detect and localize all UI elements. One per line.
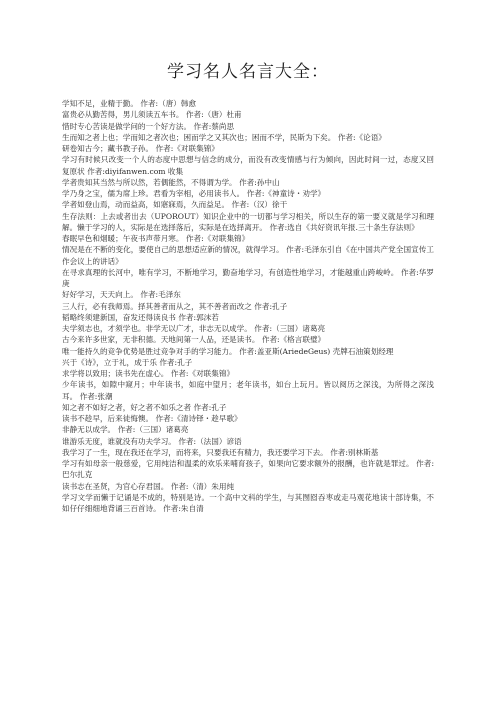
quote-item: 唯一能持久的竞争优势是胜过竞争对手的学习能力。 作者:盖亚斯(AriedeGeus) 壳牌石油策划经理 xyxy=(62,346,394,356)
quote-item: 在寻求真理的长河中，唯有学习，不断地学习，勤奋地学习，有创造性地学习，才能越重山跨峻岭。 作者:华罗庚 xyxy=(62,267,434,288)
quote-item: 生存法则：上去或者出去（UPOROUT）知识企业中的一切都与学习相关，所以生存的第一要义就是学习和理解。懒于学习的人，实际是在选择落后，实际是在选择离开。 作者:选自《共好资讯年报.三十条生存法则》 xyxy=(62,211,434,232)
quote-item: 学习有如母亲一般慈爱，它用纯洁和温柔的欢乐来哺育孩子，如果向它要求额外的报酬，也许就是罪过。 作者:巴尔扎克 xyxy=(62,459,434,480)
quote-item: 学者贵知其当然与所以然，若偶能然，不得谓为学。 作者:孙中山 xyxy=(62,177,280,187)
quote-item: 情况是在不断的变化，要使自己的思想适应新的情况，就得学习。 作者:毛泽东引自《在中国共产党全国宣传工作会议上的讲话》 xyxy=(62,245,434,266)
quote-item: 三人行，必有我师焉。择其善者而从之，其不善者而改之 作者:孔子 xyxy=(62,301,288,311)
quote-item: 谁游乐无度，谁就没有功夫学习。 作者:（法国）谚语 xyxy=(62,436,242,446)
quote-item: 学知不足，业精于勤。 作者:（唐）韩愈 xyxy=(62,99,197,108)
quote-item: 韬略终须建新国，奋发还得读良书 作者:郭沫若 xyxy=(62,312,219,322)
quote-item: 惜时专心苦读是做学问的一个好方法。 作者:蔡尚思 xyxy=(62,121,235,131)
quote-item: 夫学须志也，才须学也。非学无以广才，非志无以成学。 作者:（三国）诸葛亮 xyxy=(62,324,326,333)
quote-item: 生而知之者上也；学而知之者次也；困而学之又其次也；困而不学，民斯为下矣。 作者:《论语》 xyxy=(62,132,386,142)
quote-item: 春眠早色和烟暖；午夜书声带月寒。 作者:《对联集锦》 xyxy=(62,234,250,243)
quote-item: 兴于《诗》，立于礼，成于乐 作者:孔子 xyxy=(62,357,193,367)
quote-item: 学者如登山焉，动而益高，如寤寐焉，久而益足。 作者:（汉）徐干 xyxy=(62,200,288,210)
quote-item: 学乃身之宝，儒为席上珍。君看为宰相，必用读书人。 作者:《神童诗・劝学》 xyxy=(62,189,326,198)
quote-item: 求学将以致用；读书先在虚心。 作者:《对联集锦》 xyxy=(62,369,235,378)
quote-item: 读书志在圣贤，为官心存君国。 作者:（清）朱用纯 xyxy=(62,481,235,491)
page-title: 学习名人名言大全： xyxy=(167,62,329,82)
quote-item: 读书不趁早，后来徒悔懊。 作者:《清诗铎・趁早歌》 xyxy=(62,414,242,423)
quote-item: 好好学习，天天向上。 作者:毛泽东 xyxy=(62,290,181,300)
quote-item: 少年读书，如隙中窥月；中年读书，如庭中望月；老年读书，如台上玩月。皆以阅历之深浅，为所得之深浅耳。 作者:张潮 xyxy=(62,380,434,401)
quote-item: 古今来许多世家，无非积德。天地间第一人品，还是读书。 作者:《格言联璧》 xyxy=(62,335,326,345)
quote-list xyxy=(62,98,434,514)
quote-item: 非静无以成学。 作者:（三国）诸葛亮 xyxy=(62,425,189,435)
quote-item: 富贵必从勤苦得，男儿须读五车书。 作者:（唐）杜甫 xyxy=(62,110,242,120)
quote-item: 我学习了一生，现在我还在学习，而将来，只要我还有精力，我还要学习下去。 作者:别林斯基 xyxy=(62,447,379,457)
quote-item: 学习文学而懒于记诵是不成的，特别是诗。一个高中文科的学生，与其囫囵吞枣或走马观花地读十部诗集，不如仔仔细细地背诵三百首诗。 作者:朱自清 xyxy=(62,492,434,513)
quote-item: 学习有时候只改变一个人的态度中思想与信念的成分，而没有改变情感与行为倾向，因此时间一过，态度又回复原状 作者:diyifanwen.com 收集 xyxy=(62,155,434,176)
quote-item: 研卷知古今；藏书教子孙。 作者:《对联集锦》 xyxy=(62,144,219,153)
quote-item: 知之者不如好之者，好之者不如乐之者 作者:孔子 xyxy=(62,402,227,412)
